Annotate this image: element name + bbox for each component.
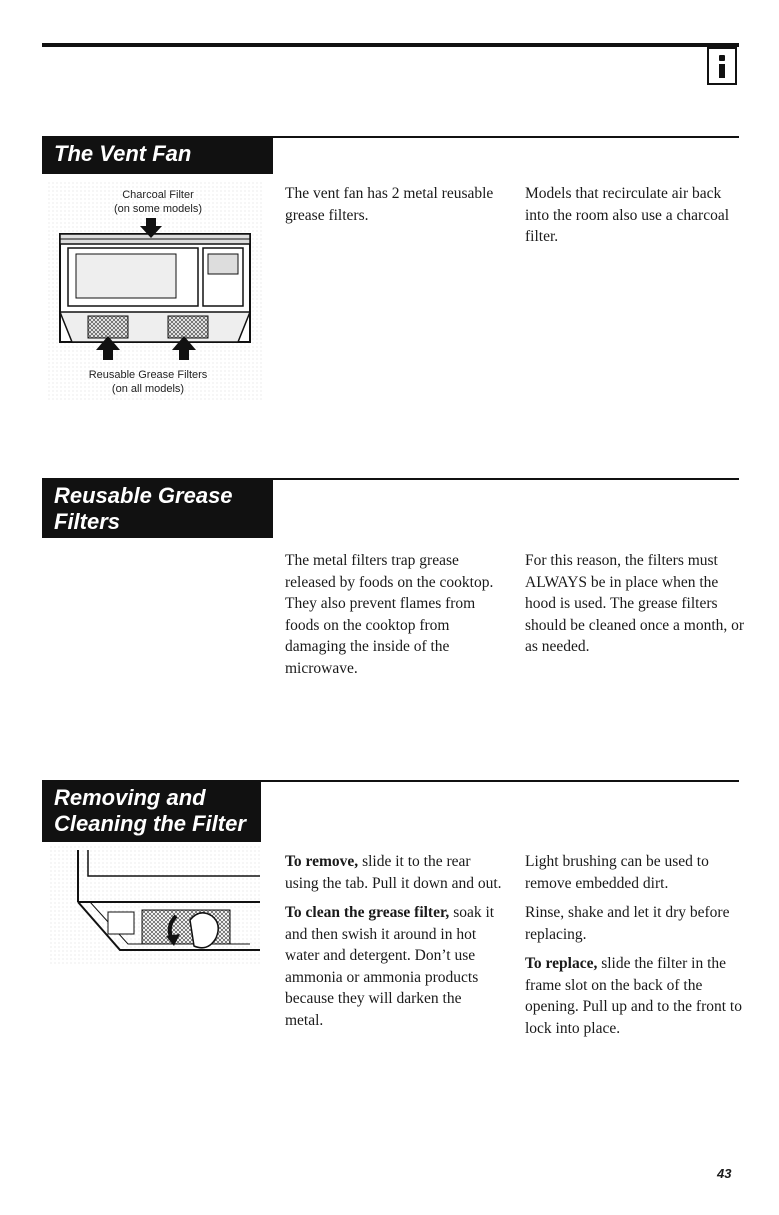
vent-fan-rule (273, 136, 739, 138)
grease-filters-col2 (525, 550, 745, 666)
clean-text: soak it and then swish it around in hot water and detergent. Don’t use ammonia or ammonia products because they will darken the metal. (285, 904, 495, 1029)
vent-fan-figure (48, 182, 262, 402)
removing-title-line1: Removing and (54, 785, 206, 810)
replace-instruction (525, 953, 745, 1039)
vent-fan-title: The Vent Fan (54, 141, 192, 166)
brushing-text: Light brushing can be used to remove embedded dirt. (525, 853, 709, 892)
top-rule (42, 43, 739, 47)
grease-filters-text-1: The metal filters trap grease released by foods on the cooktop. They also prevent flames from foods on the cooktop from damaging the inside of the microwave. (285, 552, 494, 677)
removing-title-line2: Cleaning the Filter (54, 811, 246, 836)
rinse-text: Rinse, shake and let it dry before replacing. (525, 904, 730, 943)
removing-col1 (285, 851, 503, 1039)
grease-filters-label (58, 368, 238, 396)
replace-bold: To replace, (525, 955, 598, 972)
vent-fan-col2 (525, 183, 745, 256)
grease-filters-col1 (285, 550, 507, 687)
charcoal-filter-label-line1: Charcoal Filter (122, 189, 194, 201)
grease-filters-title-line2: Filters (54, 509, 121, 534)
filter-removal-illustration (50, 846, 260, 966)
vent-fan-text-2: Models that recirculate air back into the room also use a charcoal filter. (525, 185, 730, 245)
filter-removal-figure (50, 846, 260, 966)
vent-fan-text-1: The vent fan has 2 metal reusable grease filters. (285, 185, 494, 224)
removing-col2 (525, 851, 745, 1047)
page-number: 43 (717, 1166, 732, 1181)
grease-filters-rule (273, 478, 739, 480)
grease-filters-heading (42, 478, 273, 538)
charcoal-filter-label-line2: (on some models) (113, 203, 203, 215)
remove-bold: To remove, (285, 853, 359, 870)
vent-fan-col1 (285, 183, 500, 234)
remove-instruction (285, 851, 503, 894)
replace-text: slide the filter in the frame slot on the back of the opening. Pull up and to the front to lock into place. (525, 955, 742, 1037)
clean-bold: To clean the grease filter, (285, 904, 450, 921)
grease-filters-text-2: For this reason, the filters must ALWAYS be in place when the hood is used. The grease filters should be cleaned once a month, or as needed. (525, 552, 745, 655)
clean-instruction (285, 902, 503, 1031)
charcoal-filter-label (88, 188, 228, 216)
grease-filters-label-line1: Reusable Grease Filters (88, 369, 208, 381)
grease-filters-label-line2: (on all models) (111, 383, 185, 395)
removing-heading (42, 780, 261, 842)
info-icon (707, 47, 737, 85)
removing-rule (261, 780, 739, 782)
grease-filters-title-line1: Reusable Grease (54, 483, 233, 508)
vent-fan-heading (42, 136, 273, 174)
remove-text: slide it to the rear using the tab. Pull it down and out. (285, 853, 502, 892)
